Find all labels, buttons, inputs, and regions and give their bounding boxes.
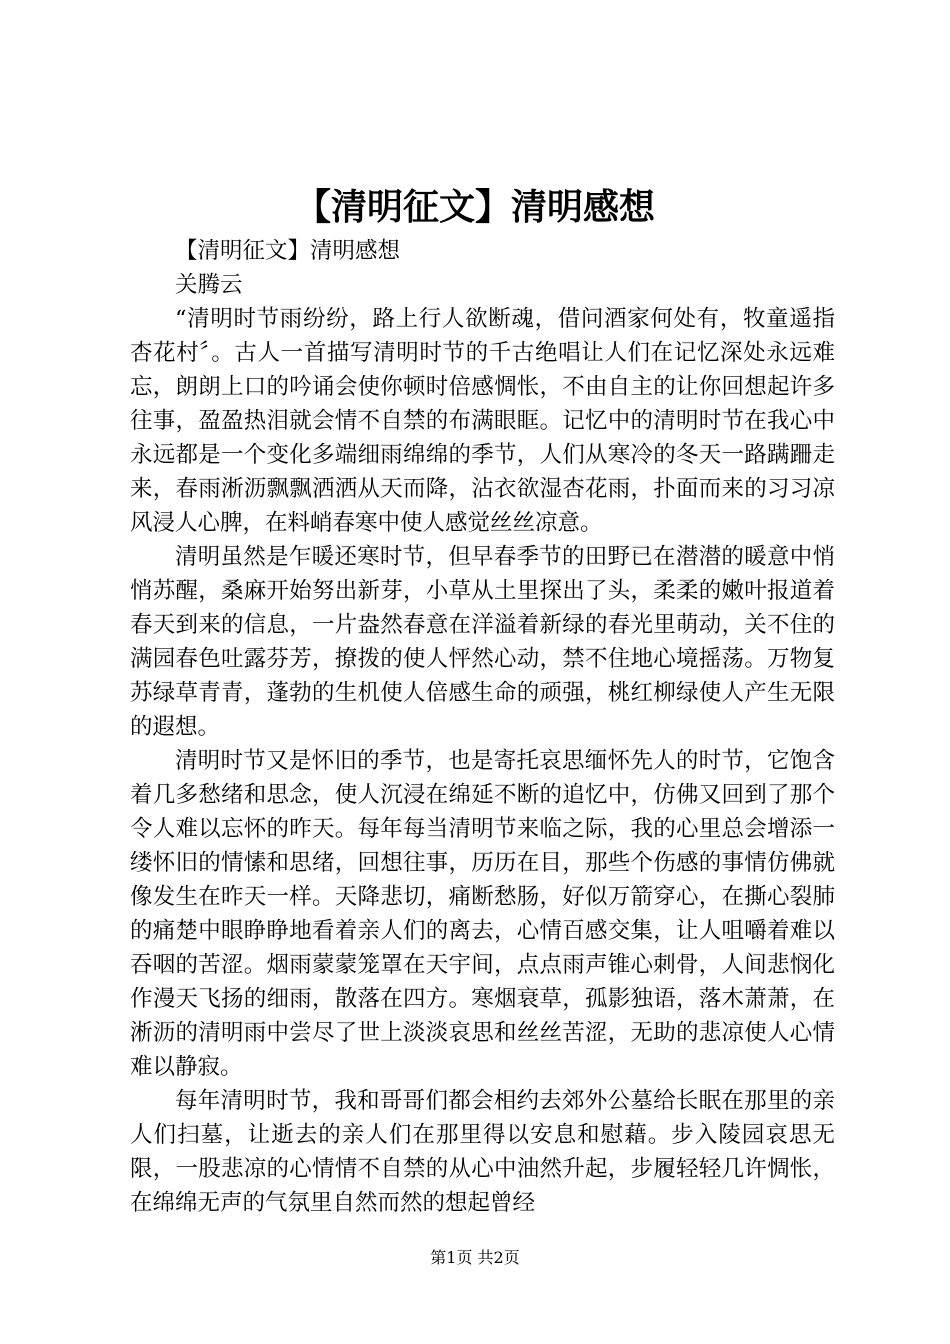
paragraph-3: 清明时节又是怀旧的季节，也是寄托哀思缅怀先人的时节，它饱含着几多愁绪和思念，使人沉浸在绵延不断的追忆中，仿佛又回到了那个令人难以忘怀的昨天。每年每当清明节来临之际，我的心里总会增添一缕怀旧的情愫和思绪，回想往事，历历在目，那些个伤感的事情仿佛就像发生在昨天一样。天降悲切，痛断愁肠，好似万箭穿心，在撕心裂肺的痛楚中眼睁睁地看着亲人们的离去，心情百感交集，让人咀嚼着难以吞咽的苦涩。烟雨蒙蒙笼罩在天宇间，点点雨声锥心刺骨，人间悲悯化作漫天飞扬的细雨，散落在四方。寒烟衰草，孤影独语，落木萧萧，在淅沥的清明雨中尝尽了世上淡淡哀思和丝丝苦涩，无助的悲凉使人心情难以静寂。 bbox=[130, 748, 835, 1080]
document-body bbox=[130, 234, 835, 1220]
author-line: 关腾云 bbox=[175, 272, 243, 298]
paragraph-1: “清明时节雨纷纷，路上行人欲断魂，借问酒家何处有，牧童遥指杏花村〞。古人一首描写清明时节的千古绝唱让人们在记忆深处永远难忘，朗朗上口的吟诵会使你顿时倍感惆怅，不由自主的让你回想起许多往事，盈盈热泪就会情不自禁的布满眼眶。记忆中的清明时节在我心中永远都是一个变化多端细雨绵绵的季节，人们从寒冷的冬天一路蹒跚走来，春雨淅沥飘飘洒洒从天而降，沾衣欲湿杏花雨，扑面而来的习习凉风浸人心脾，在料峭春寒中使人感觉丝丝凉意。 bbox=[130, 306, 835, 536]
page-footer: 第1页 共2页 bbox=[430, 1248, 520, 1267]
paragraph-2: 清明虽然是乍暖还寒时节，但早春季节的田野已在潜潜的暖意中悄悄苏醒，桑麻开始努出新芽，小草从土里探出了头，柔柔的嫩叶报道着春天到来的信息，一片盎然春意在洋溢着新绿的春光里萌动，关不住的满园春色吐露芬芳，撩拨的使人怦然心动，禁不住地心境摇荡。万物复苏绿草青青，蓬勃的生机使人倍感生命的顽强，桃红柳绿使人产生无限的遐想。 bbox=[130, 544, 835, 740]
document-title: 【清明征文】清明感想 bbox=[294, 187, 655, 228]
subtitle-line: 【清明征文】清明感想 bbox=[175, 238, 401, 264]
paragraph-4: 每年清明时节，我和哥哥们都会相约去郊外公墓给长眠在那里的亲人们扫墓，让逝去的亲人们在那里得以安息和慰藉。步入陵园哀思无限，一股悲凉的心情情不自禁的从心中油然升起，步履轻轻几许惆怅，在绵绵无声的气氛里自然而然的想起曾经 bbox=[130, 1088, 835, 1216]
